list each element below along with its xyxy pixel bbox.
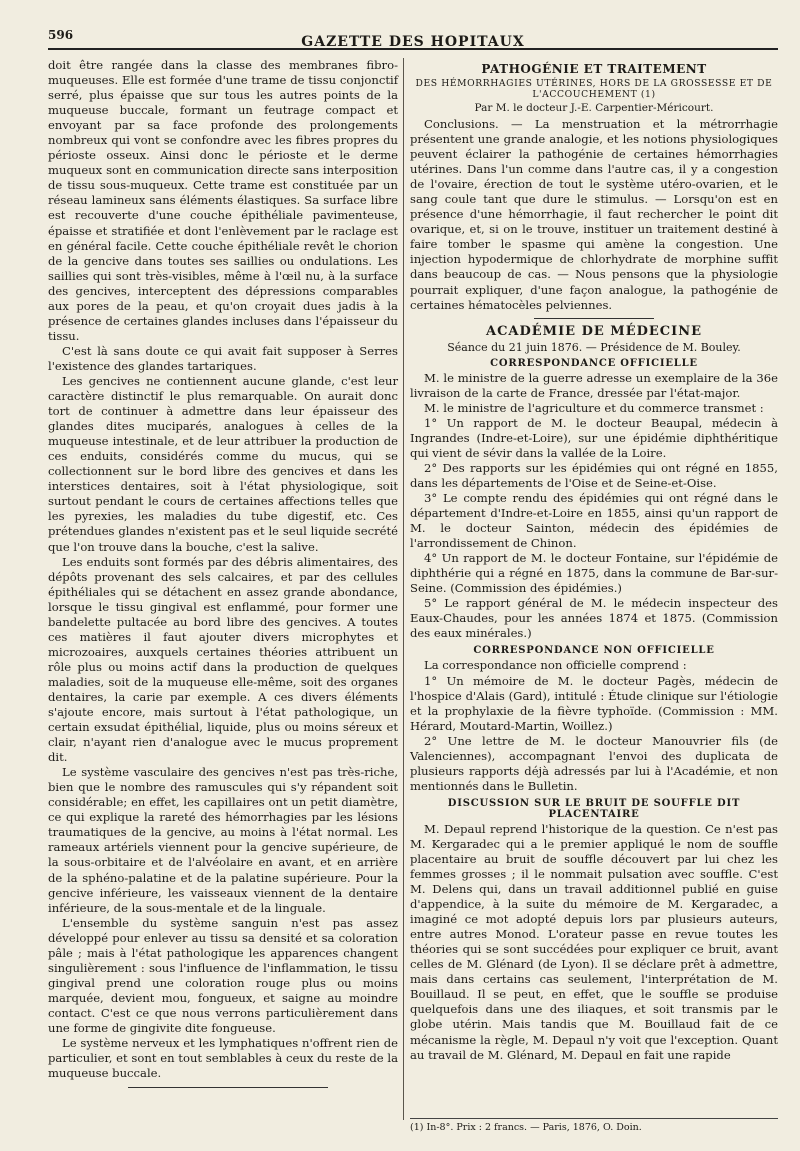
end-rule (128, 1087, 328, 1088)
paragraph: La correspondance non officielle comprend : (424, 658, 687, 673)
paragraph: M. le ministre de l'agriculture et du commerce transmet : (424, 400, 764, 415)
paragraph: 5° Le rapport général de M. le médecin inspecteur des Eaux-Chaudes, pour les années 1874 et 1875. (Commission des eaux minérales.) (410, 596, 778, 641)
section-title-academie: ACADÉMIE DE MÉDECINE (485, 323, 702, 339)
page-header (48, 14, 778, 50)
footnote: (1) In-8°. Prix : 2 francs. — Paris, 1876, O. Doin. (410, 1118, 778, 1133)
right-column (410, 58, 778, 1063)
column-divider (403, 58, 404, 1120)
journal-title: GAZETTE DES HOPITAUX (301, 34, 525, 50)
paragraph: doit être rangée dans la classe des membranes fibro-muqueuses. Elle est formée d'une trame de tissu conjonctif serré, plus épaisse que sur tous les autres points de la muqueuse buccale, formant un feutrage compact et envoyant par sa face profonde des prolongements nombreux qui vont se confondre avec les fibres propres du périoste osseux. Ainsi donc le périoste et le derme muqueux sont en communication directe sans interposition de tissu sous-muqueux. Cette trame est constituée par un réseau lamineux sans éléments élastiques. Sa surface libre est recouverte d'une couche épithéliale pavimenteuse, épaisse et stratifiée et dont l'enlèvement par le raclage est en général facile. Cette couche épithéliale revêt le chorion de la gencive dans toutes ses saillies ou ondulations. Les saillies qui sont très-visibles, même à l'œil nu, à la surface des gencives, interceptent des dépressions comparables aux pores de la peau, et qu'on croyait dues jadis à la présence de certaines glandes incluses dans l'épaisseur du tissu. (48, 58, 398, 343)
left-column (48, 58, 398, 1088)
paragraph: Les gencives ne contiennent aucune glande, c'est leur caractère distinctif le plus remarquable. On aurait donc tort de continuer à admettre dans leur épaisseur des glandes dites muciparés, analogues à celles de la muqueuse intestinale, et de leur attribuer la production de ces enduits, considérés comme du mucus, qui se collectionnent sur le bord libre des gencives et dans les interstices dentaires, soit à l'état physiologique, soit surtout pendant le cours de certaines affections telles que les pyrexies, les maladies du tube digestif, etc. Ces prétendues glandes n'existent pas et le seul liquide secrété que l'on trouve dans la bouche, c'est la salive. (48, 373, 398, 554)
nonofficial-heading: CORRESPONDANCE NON OFFICIELLE (473, 645, 715, 657)
session-line: Séance du 21 juin 1876. — Présidence de M. Bouley. (447, 340, 741, 354)
discussion-heading: DISCUSSION SUR LE BRUIT DE SOUFFLE DIT PLACENTAIRE (447, 797, 741, 820)
paragraph: Les enduits sont formés par des débris alimentaires, des dépôts provenant des sels calcaires, et par des cellules épithéliales qui se détachent en assez grande abondance, lorsque le tissu gingival est enflammé, pour former une bandelette pultacée au bord libre des gencives. A toutes ces matières il faut ajouter divers microphytes et microzoaires, auxquels certaines théories attribuent un rôle plus ou moins actif dans la production de quelques maladies, soit de la muqueuse elle-même, soit des organes dentaires, la carie par exemple. A ces divers éléments s'ajoute encore, mais surtout à l'état pathologique, un certain exsudat épithélial, liquide, plus ou moins séreux et clair, n'ayant rien d'analogue avec le mucus proprement dit. (48, 554, 398, 765)
article-author: Par M. le docteur J.-E. Carpentier-Méricourt. (474, 102, 714, 114)
discussion-paragraph: M. Depaul reprend l'historique de la question. Ce n'est pas M. Kergaradec qui a le premier appliqué le nom de souffle placentaire au bruit de souffle découvert par lui chez les femmes grosses ; il le nommait pulsation avec souffle. C'est M. Delens qui, dans un travail additionnel publié en guise d'appendice, à la suite du mémoire de M. Kergaradec, a imaginé ce mot adopté depuis lors par plusieurs auteurs, entre autres Monod. L'orateur passe en revue toutes les théories qui se sont succédées pour expliquer ce bruit, avant celles de M. Glénard (de Lyon). Il se déclare prêt à admettre, mais dans certains cas seulement, l'interprétation de M. Bouillaud. Il se peut, en effet, que le souffle se produise quelquefois dans une des iliaques, et soit transmis par le globe utérin. Mais tandis que M. Bouillaud fait de ce mécanisme la règle, M. Depaul n'y voit que l'exception. Quant au travail de M. Glénard, M. Depaul en fait une rapide (410, 821, 778, 1062)
paragraph: 4° Un rapport de M. le docteur Fontaine, sur l'épidémie de diphthérie qui a régné en 1875, dans la commune de Bar-sur-Seine. (Commission des épidémies.) (410, 551, 778, 596)
page-number: 596 (48, 28, 74, 42)
paragraph: Le système nerveux et les lymphatiques n'offrent rien de particulier, et sont en tout semblables à ceux du reste de la muqueuse buccale. (48, 1036, 398, 1081)
paragraph: L'ensemble du système sanguin n'est pas assez développé pour enlever au tissu sa densité et sa coloration pâle ; mais à l'état pathologique les apparences changent singulièrement : sous l'influence de l'inflammation, le tissu gingival prend une coloration rouge plus ou moins marquée, devient mou, fongueux, et saigne au moindre contact. C'est ce que nous verrons particulièrement dans une forme de gingivite dite fongueuse. (48, 915, 398, 1035)
paragraph: Le système vasculaire des gencives n'est pas très-riche, bien que le nombre des ramuscules qui s'y répandent soit considérable; en effet, les capillaires ont un petit diamètre, ce qui explique la rareté des hémorrhagies par les lésions traumatiques de la gencive, au moins à l'état normal. Les rameaux artériels viennent pour la gencive supérieure, de la sous-orbitaire et de l'alvéolaire en avant, et en arrière de la sphéno-palatine et de la palatine supérieure. Pour la gencive inférieure, les vaisseaux viennent de la dentaire inférieure, de la sous-mentale et de la linguale. (48, 765, 398, 915)
paragraph: 1° Un mémoire de M. le docteur Pagès, médecin de l'hospice d'Alais (Gard), intitulé : Étude clinique sur l'étiologie et la prophylaxie de la fièvre typhoïde. (Commission : MM. Hérard, Moutard-Martin, Woillez.) (410, 673, 778, 733)
paragraph: 3° Le compte rendu des épidémies qui ont régné dans le département d'Indre-et-Loire en 1855, ainsi qu'un rapport de M. le docteur Sainton, médecin des épidémies de l'arrondissement de Chinon. (410, 490, 778, 551)
paragraph: 2° Une lettre de M. le docteur Manouvrier fils (de Valenciennes), accompagnant l'envoi des duplicata de plusieurs rapports déjà adressés par lui à l'Académie, et non mentionnés dans le Bulletin. (410, 733, 778, 793)
paragraph: 2° Des rapports sur les épidémies qui ont régné en 1855, dans les départements de l'Oise et de Seine-et-Oise. (410, 460, 778, 490)
paragraph: 1° Un rapport de M. le docteur Beaupal, médecin à Ingrandes (Indre-et-Loire), sur une épidémie diphthéritique qui vient de sévir dans la vallée de la Loire. (410, 415, 778, 460)
paragraph: C'est là sans doute ce qui avait fait supposer à Serres l'existence des glandes tartariques. (48, 343, 398, 373)
conclusions-paragraph: Conclusions. — La menstruation et la métrorrhagie présentent une grande analogie, et les notions physiologiques peuvent éclairer la pathogénie de certaines hémorrhagies utérines. Dans l'un comme dans l'autre cas, il y a congestion de l'ovaire, érection de tout le système utéro-ovarien, et le sang coule tant que dure le stimulus. — Lorsqu'on est en présence d'une hémorrhagie, il faut rechercher le point dit ovarique, et, si on le trouve, instituer un traitement destiné à faire tomber le spasme qui amène la congestion. Une injection hypodermique de chlorhydrate de morphine suffit dans beaucoup de cas. — Nous pensons que la physiologie pourrait expliquer, d'une façon analogue, la pathogénie de certaines hématocèles pelviennes. (410, 117, 778, 312)
paragraph: M. le ministre de la guerre adresse un exemplaire de la 36e livraison de la carte de France, dressée par l'état-major. (410, 370, 778, 400)
article-title: PATHOGÉNIE ET TRAITEMENT (481, 62, 707, 76)
section-rule (534, 318, 654, 319)
article-subtitle: DES HÉMORRHAGIES UTÉRINES, HORS DE LA GROSSESSE ET DE L'ACCOUCHEMENT (1) (415, 78, 773, 100)
official-heading: CORRESPONDANCE OFFICIELLE (490, 357, 698, 369)
